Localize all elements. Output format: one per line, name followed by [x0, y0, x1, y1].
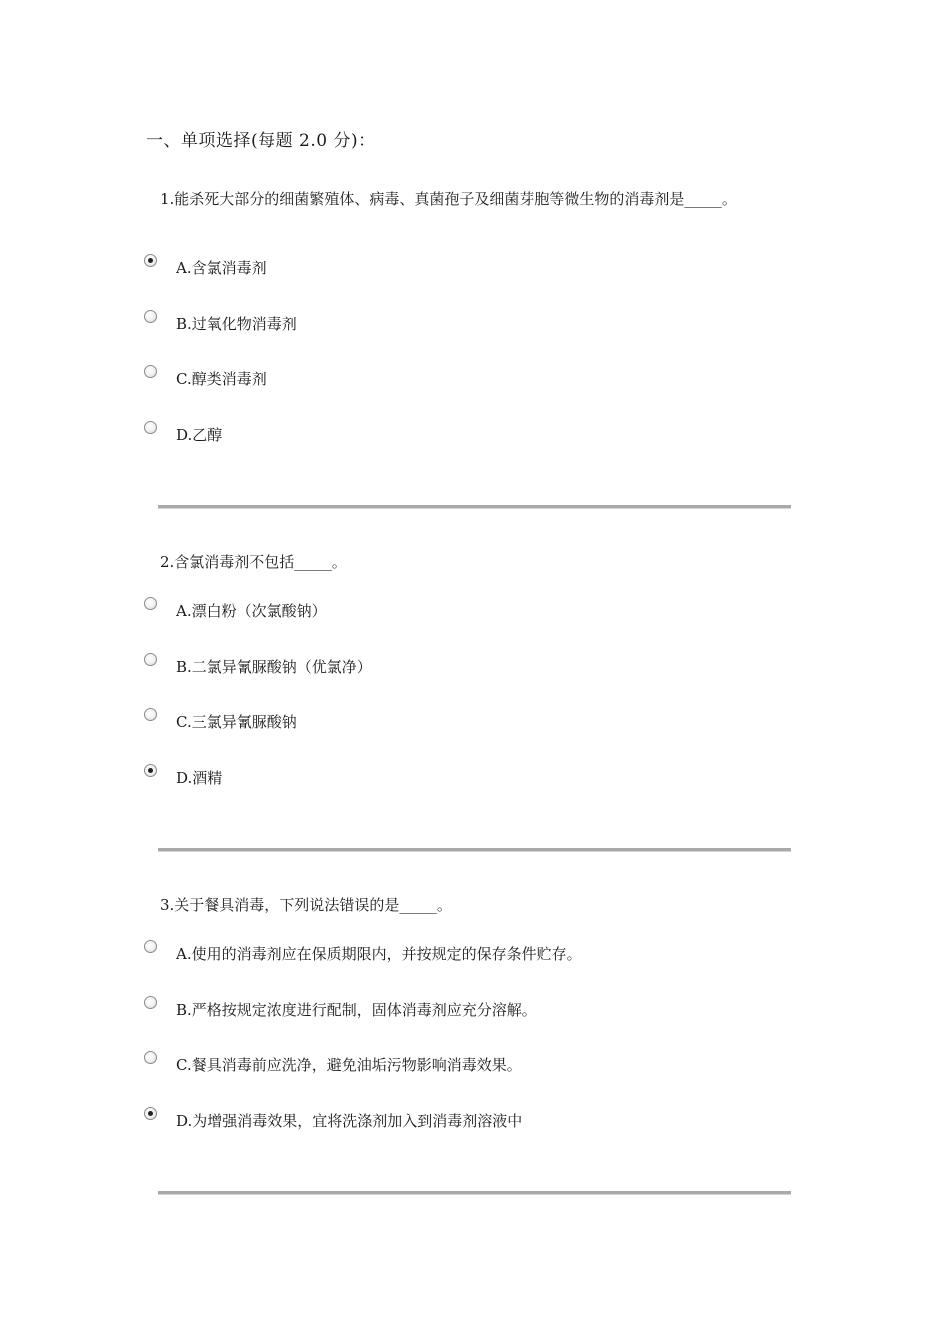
- option-label: A.含氯消毒剂: [176, 259, 267, 277]
- radio-button[interactable]: [144, 597, 157, 610]
- section-title: 一、单项选择(每题 2.0 分)：: [146, 131, 376, 151]
- divider: [158, 505, 791, 509]
- radio-button[interactable]: [144, 764, 157, 777]
- radio-button[interactable]: [144, 1051, 157, 1064]
- option-label: D.酒精: [176, 769, 223, 787]
- radio-button[interactable]: [144, 1107, 157, 1120]
- radio-button[interactable]: [144, 421, 157, 434]
- option-label: B.二氯异氰脲酸钠（优氯净）: [176, 658, 372, 676]
- radio-button[interactable]: [144, 708, 157, 721]
- question-text: 1.能杀死大部分的细菌繁殖体、病毒、真菌孢子及细菌芽胞等微生物的消毒剂是_____。: [160, 190, 737, 208]
- option-label: B.严格按规定浓度进行配制，固体消毒剂应充分溶解。: [176, 1001, 537, 1019]
- radio-button[interactable]: [144, 365, 157, 378]
- radio-button[interactable]: [144, 254, 157, 267]
- option-label: C.餐具消毒前应洗净，避免油垢污物影响消毒效果。: [176, 1056, 522, 1074]
- question-text: 3.关于餐具消毒，下列说法错误的是_____。: [160, 896, 452, 914]
- option-label: C.三氯异氰脲酸钠: [176, 713, 297, 731]
- radio-button[interactable]: [144, 996, 157, 1009]
- divider: [158, 848, 791, 852]
- radio-button[interactable]: [144, 310, 157, 323]
- option-label: D.乙醇: [176, 426, 223, 444]
- radio-button[interactable]: [144, 940, 157, 953]
- option-label: A.使用的消毒剂应在保质期限内，并按规定的保存条件贮存。: [176, 945, 582, 963]
- option-label: C.醇类消毒剂: [176, 370, 267, 388]
- option-label: B.过氧化物消毒剂: [176, 315, 297, 333]
- option-label: A.漂白粉（次氯酸钠）: [176, 602, 327, 620]
- divider: [158, 1191, 791, 1195]
- radio-button[interactable]: [144, 653, 157, 666]
- question-text: 2.含氯消毒剂不包括_____。: [160, 553, 347, 571]
- option-label: D.为增强消毒效果，宜将洗涤剂加入到消毒剂溶液中: [176, 1112, 523, 1130]
